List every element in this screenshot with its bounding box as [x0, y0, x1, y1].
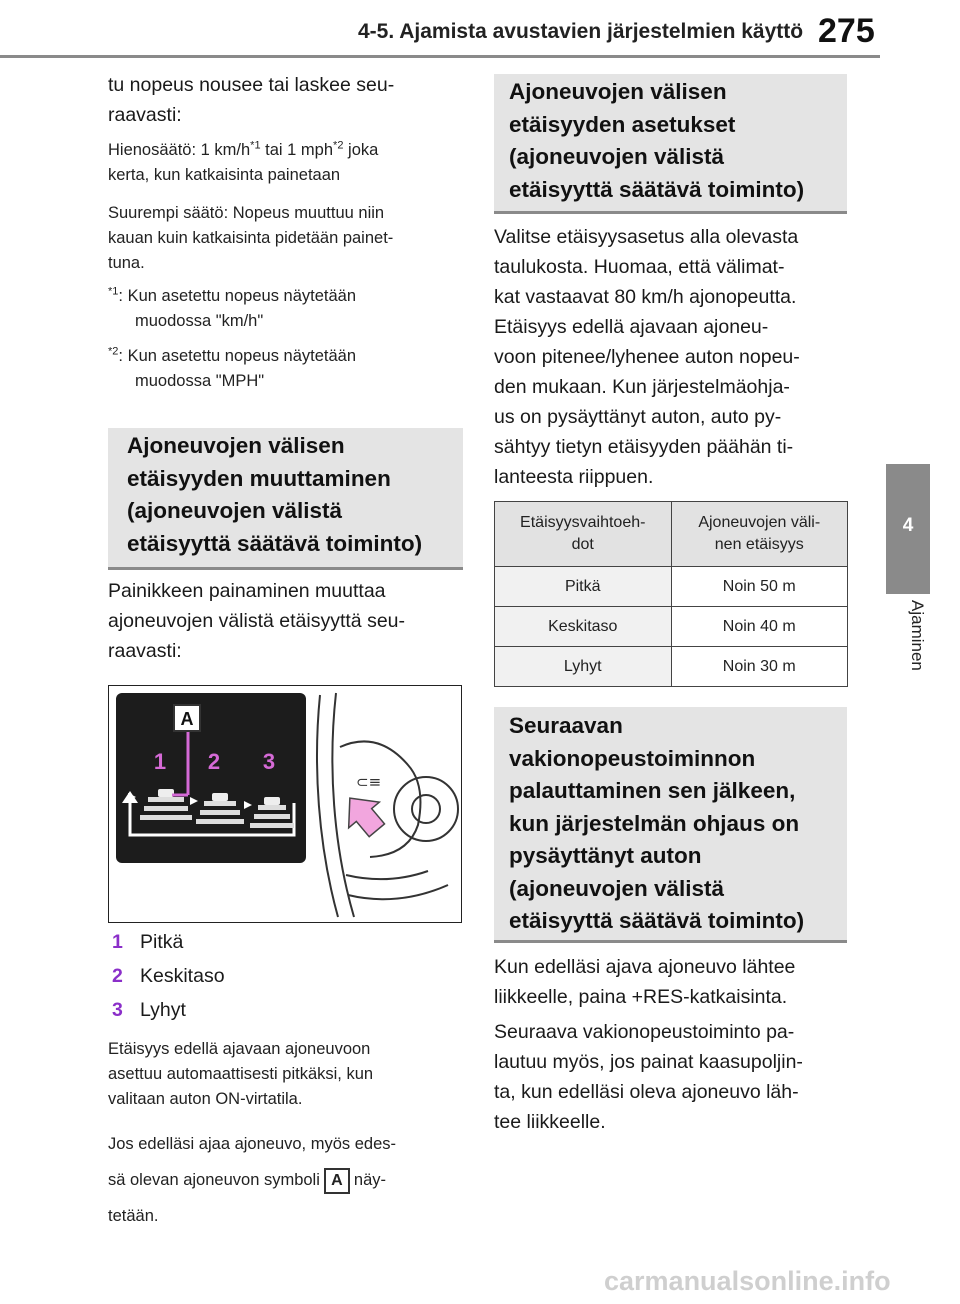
intro-line: tu nopeus nousee tai laskee seu- — [108, 74, 395, 96]
table-cell: Pitkä — [495, 567, 672, 607]
setting-list — [112, 927, 225, 1025]
footnote-mark: *1 — [108, 285, 119, 298]
para-line: sähtyy tietyn etäisyyden päähän ti- — [494, 436, 794, 458]
para-line: voon pitenee/lyhenee auton nopeu- — [494, 346, 800, 368]
header-rule — [0, 55, 880, 58]
resume-paragraph — [494, 952, 795, 1012]
fine-line — [108, 138, 378, 163]
watermark: carmanualsonline.info — [604, 1266, 891, 1296]
para-line: den mukaan. Kun järjestelmäohja- — [494, 376, 790, 398]
heading-line: etäisyyttä säätävä toiminto) — [127, 530, 423, 556]
footnote-line: muodossa "km/h" — [135, 312, 264, 330]
section-title: 4-5. Ajamista avustavien järjestelmien käyttö — [358, 20, 804, 43]
car-icon — [212, 793, 228, 801]
list-label: Lyhyt — [140, 999, 186, 1021]
callout-label: A — [180, 709, 194, 729]
table-row — [495, 607, 848, 647]
para-line: tee liikkeelle. — [494, 1111, 606, 1133]
symbol-note — [108, 1126, 396, 1234]
heading-line: Seuraavan — [509, 713, 623, 738]
header-line: nen etäisyys — [714, 536, 804, 553]
display-panel — [116, 693, 306, 863]
heading-line: (ajoneuvojen välistä — [127, 498, 343, 523]
para-line: kat vastaavat 80 km/h ajonopeutta. — [494, 286, 797, 308]
para-line: Etäisyys edellä ajavaan ajoneu- — [494, 316, 769, 338]
heading-line: Ajoneuvojen välisen — [127, 433, 345, 458]
footnote-line — [108, 284, 356, 309]
list-label: Pitkä — [140, 931, 184, 953]
para-line: ta, kun edelläsi oleva ajoneuvo läh- — [494, 1081, 799, 1103]
fine-line: kerta, kun katkaisinta painetaan — [108, 166, 341, 184]
fine-text: Hienosäätö: 1 km/h — [108, 141, 251, 159]
heading-distance-settings — [494, 74, 847, 214]
table-cell: Noin 50 m — [671, 567, 848, 607]
steering-switch-figure — [108, 685, 462, 923]
note-line: Etäisyys edellä ajavaan ajoneuvoon — [108, 1040, 371, 1058]
footnote-mark: *2 — [108, 345, 119, 358]
list-item — [112, 961, 225, 991]
heading-line: (ajoneuvojen välistä — [509, 144, 725, 169]
follow-paragraph — [494, 1017, 803, 1137]
footnote-ref: *1 — [250, 139, 261, 152]
footnote-text: : Kun asetettu nopeus näytetään — [118, 347, 357, 365]
note-text: sä olevan ajoneuvon symboli — [108, 1171, 320, 1189]
table-cell: Lyhyt — [495, 647, 672, 687]
note-line: Jos edelläsi ajaa ajoneuvo, myös edes- — [108, 1135, 397, 1153]
header-line: Ajoneuvojen väli- — [698, 514, 821, 531]
heading-line: pysäyttänyt auton — [509, 843, 702, 868]
para-line: liikkeelle, paina +RES-katkaisinta. — [494, 986, 788, 1008]
table-header-row — [495, 502, 848, 567]
intro-line: raavasti: — [108, 104, 182, 126]
fine-adjust — [108, 138, 378, 188]
press-text — [108, 576, 405, 666]
heading-line: kun järjestelmän ohjaus on — [509, 810, 800, 836]
header-line: dot — [571, 536, 594, 553]
figure-svg — [108, 685, 462, 923]
fine-text: tai 1 mph — [260, 141, 334, 159]
heading-line: (ajoneuvojen välistä — [509, 875, 725, 901]
para-line: lanteesta riippuen. — [494, 466, 654, 488]
para-line: Kun edelläsi ajava ajoneuvo lähtee — [494, 956, 796, 978]
press-line: ajoneuvojen välistä etäisyyttä seu- — [108, 610, 406, 632]
footnote-2 — [108, 344, 356, 394]
heading-resume-after-stop — [494, 707, 847, 943]
note-line: asettuu automaattisesti pitkäksi, kun — [108, 1065, 374, 1083]
heading-line: etäisyyttä säätävä toiminto) — [509, 908, 805, 933]
footnote-ref: *2 — [333, 139, 344, 152]
para-line: Valitse etäisyysasetus alla olevasta — [494, 226, 799, 248]
heading-line: etäisyyttä säätävä toiminto) — [509, 176, 805, 202]
header-line: Etäisyysvaihtoeh- — [520, 514, 646, 531]
para-line: Seuraava vakionopeustoiminto pa- — [494, 1021, 795, 1043]
list-item — [112, 927, 225, 957]
car-icon — [264, 797, 280, 805]
note-line: valitaan auton ON-virtatila. — [108, 1090, 303, 1108]
heading-line: palauttaminen sen jälkeen, — [509, 778, 796, 803]
footnote-1 — [108, 284, 356, 334]
fine-text: joka — [343, 141, 379, 159]
list-num: 2 — [112, 965, 123, 987]
table-cell: Noin 40 m — [671, 607, 848, 647]
table-cell: Noin 30 m — [671, 647, 848, 687]
footnote-text: : Kun asetettu nopeus näytetään — [118, 287, 357, 305]
para-line: taulukosta. Huomaa, että välimat- — [494, 256, 785, 278]
distance-table — [494, 501, 848, 687]
coarse-line: Suurempi säätö: Nopeus muuttuu niin — [108, 204, 385, 222]
press-line: raavasti: — [108, 640, 182, 662]
table-header-cell — [671, 502, 848, 567]
footnote-line — [108, 344, 356, 369]
step-number: 3 — [262, 749, 276, 774]
page-number: 275 — [818, 12, 875, 50]
intro-text — [108, 70, 394, 130]
heading-change-distance — [108, 428, 463, 570]
heading-line: etäisyyden asetukset — [509, 111, 736, 137]
table-header-cell — [495, 502, 672, 567]
footnote-line: muodossa "MPH" — [135, 372, 265, 390]
coarse-line: kauan kuin katkaisinta pidetään painet- — [108, 229, 394, 247]
coarse-adjust — [108, 201, 393, 276]
heading-line: Ajoneuvojen välisen — [509, 79, 727, 104]
list-label: Keskitaso — [140, 965, 225, 987]
note-line — [108, 1162, 396, 1198]
auto-reset-note — [108, 1037, 373, 1112]
para-line: us on pysäyttänyt auton, auto py- — [494, 406, 782, 428]
table-cell: Keskitaso — [495, 607, 672, 647]
heading-line: etäisyyden muuttaminen — [127, 465, 391, 491]
note-line: tetään. — [108, 1207, 159, 1225]
chapter-number: 4 — [902, 515, 914, 536]
car-icon — [158, 789, 174, 797]
table-row — [495, 567, 848, 607]
coarse-line: tuna. — [108, 254, 145, 272]
callout-ref-box: A — [324, 1168, 350, 1194]
heading-line: vakionopeustoiminnon — [509, 745, 756, 771]
note-text: näy- — [353, 1171, 386, 1189]
step-number: 1 — [153, 749, 167, 774]
list-num: 3 — [112, 999, 123, 1021]
para-line: lautuu myös, jos painat kaasupoljin- — [494, 1051, 803, 1073]
step-number: 2 — [207, 749, 221, 774]
list-num: 1 — [112, 931, 123, 953]
chapter-label: Ajaminen — [908, 600, 927, 671]
table-row — [495, 647, 848, 687]
list-item — [112, 995, 225, 1025]
press-line: Painikkeen painaminen muuttaa — [108, 580, 386, 602]
settings-paragraph — [494, 222, 800, 492]
distance-switch-icon[interactable]: ⊂≡ — [356, 773, 382, 791]
